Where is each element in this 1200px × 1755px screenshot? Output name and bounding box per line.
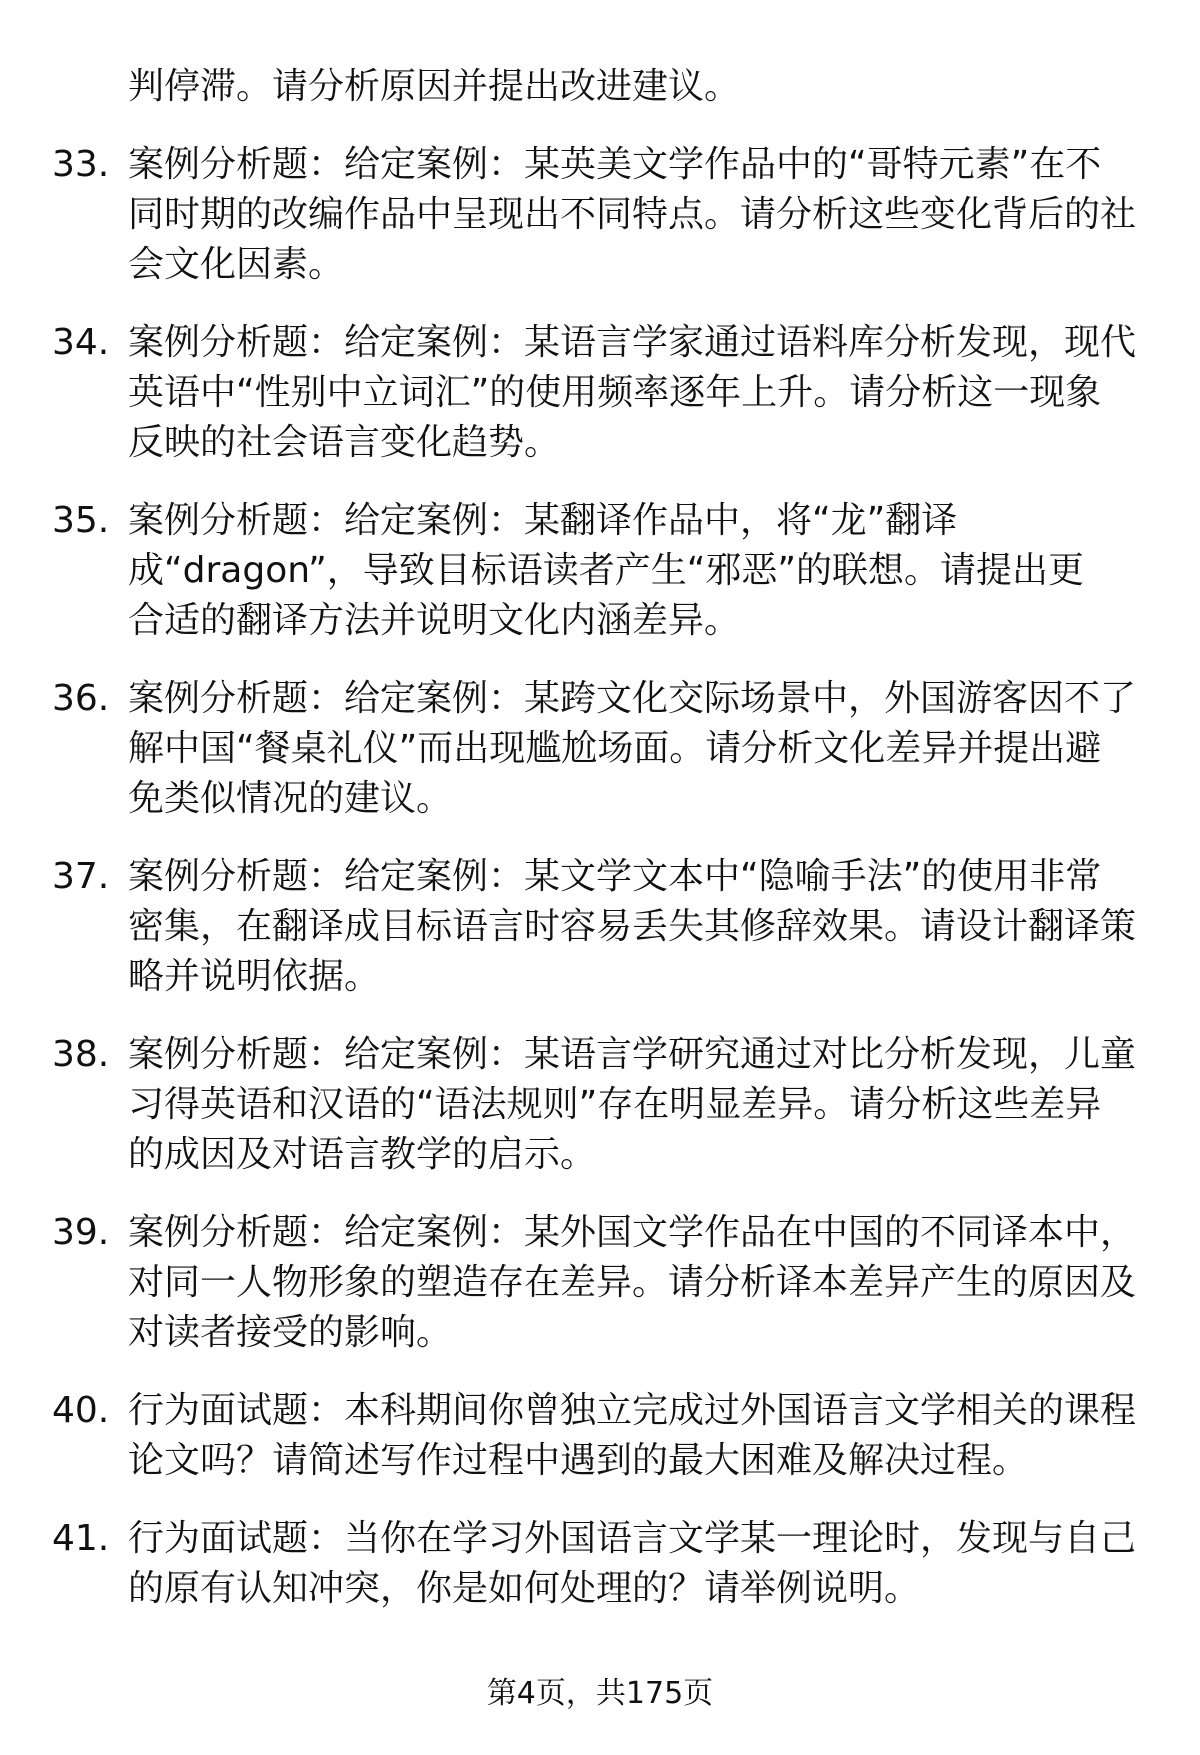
question-number: 39. — [52, 1212, 110, 1253]
question-item — [0, 1030, 1200, 1180]
question-text-line: 密集，在翻译成目标语言时容易丢失其修辞效果。请设计翻译策 — [128, 906, 1137, 947]
question-text-line: 英语中“性别中立词汇”的使用频率逐年上升。请分析这一现象 — [128, 372, 1102, 413]
question-text-line: 案例分析题：给定案例：某外国文学作品在中国的不同译本中， — [128, 1212, 1137, 1253]
question-text-line: 习得英语和汉语的“语法规则”存在明显差异。请分析这些差异 — [128, 1084, 1102, 1125]
question-text-line: 对读者接受的影响。 — [128, 1312, 453, 1353]
question-item — [0, 140, 1200, 290]
question-text-line: 论文吗？请简述写作过程中遇到的最大困难及解决过程。 — [128, 1440, 1029, 1481]
question-item — [0, 852, 1200, 1002]
question-list — [0, 62, 1200, 1642]
page-number: 第4页，共175页 — [486, 1676, 714, 1711]
question-item — [0, 496, 1200, 646]
question-item — [0, 1208, 1200, 1358]
question-number: 34. — [52, 322, 110, 363]
question-text-line: 反映的社会语言变化趋势。 — [128, 422, 561, 463]
question-text-line: 成“dragon”，导致目标语读者产生“邪恶”的联想。请提出更 — [128, 550, 1085, 591]
question-text-line: 案例分析题：给定案例：某语言学家通过语料库分析发现，现代 — [128, 322, 1137, 363]
question-text-line: 同时期的改编作品中呈现出不同特点。请分析这些变化背后的社 — [128, 194, 1137, 235]
question-item — [0, 1386, 1200, 1486]
question-text-line: 略并说明依据。 — [128, 956, 381, 997]
question-text-line: 免类似情况的建议。 — [128, 778, 453, 819]
question-text-line: 合适的翻译方法并说明文化内涵差异。 — [128, 600, 741, 641]
question-number: 37. — [52, 856, 110, 897]
question-number: 35. — [52, 500, 110, 541]
question-number: 38. — [52, 1034, 110, 1075]
question-text-line: 对同一人物形象的塑造存在差异。请分析译本差异产生的原因及 — [128, 1262, 1137, 1303]
question-item — [0, 318, 1200, 468]
question-number: 41. — [52, 1518, 110, 1559]
question-text-line: 的原有认知冲突，你是如何处理的？请举例说明。 — [128, 1568, 921, 1609]
text-line: 判停滞。请分析原因并提出改进建议。 — [128, 66, 741, 107]
question-text-line: 案例分析题：给定案例：某英美文学作品中的“哥特元素”在不 — [128, 144, 1102, 185]
question-text-line: 行为面试题：本科期间你曾独立完成过外国语言文学相关的课程 — [128, 1390, 1137, 1431]
question-item — [0, 674, 1200, 824]
question-text-line: 案例分析题：给定案例：某文学文本中“隐喻手法”的使用非常 — [128, 856, 1102, 897]
question-number: 36. — [52, 678, 110, 719]
question-number: 40. — [52, 1390, 110, 1431]
question-text-line: 解中国“餐桌礼仪”而出现尴尬场面。请分析文化差异并提出避 — [128, 728, 1102, 769]
question-text-line: 案例分析题：给定案例：某翻译作品中，将“龙”翻译 — [128, 500, 958, 541]
question-text-line: 案例分析题：给定案例：某跨文化交际场景中，外国游客因不了 — [128, 678, 1137, 719]
question-text-line: 的成因及对语言教学的启示。 — [128, 1134, 597, 1175]
question-number: 33. — [52, 144, 110, 185]
question-text-line: 案例分析题：给定案例：某语言学研究通过对比分析发现，儿童 — [128, 1034, 1137, 1075]
continuation-text — [0, 62, 1200, 112]
question-text-line: 行为面试题：当你在学习外国语言文学某一理论时，发现与自己 — [128, 1518, 1137, 1559]
question-text-line: 会文化因素。 — [128, 244, 345, 285]
question-item — [0, 1514, 1200, 1614]
